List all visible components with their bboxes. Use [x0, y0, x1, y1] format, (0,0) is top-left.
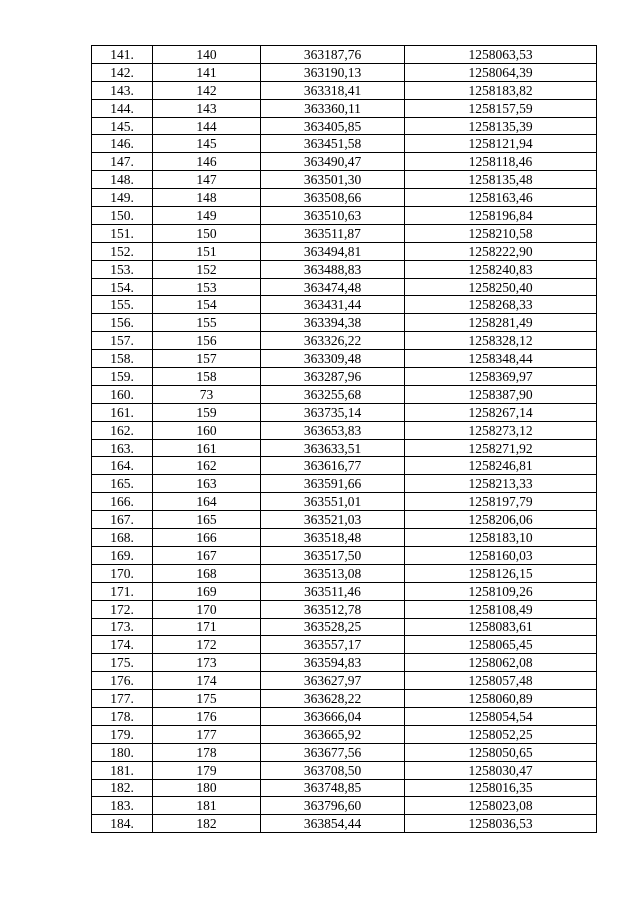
y-coordinate-cell: 1258108,49	[405, 600, 597, 618]
row-number-cell: 184.	[92, 815, 153, 833]
coordinates-table-body	[92, 46, 597, 833]
row-number-cell: 181.	[92, 761, 153, 779]
row-number-cell: 168.	[92, 529, 153, 547]
y-coordinate-cell: 1258240,83	[405, 260, 597, 278]
point-number-cell: 172	[153, 636, 261, 654]
point-number-cell: 174	[153, 672, 261, 690]
table-row	[92, 421, 597, 439]
row-number-cell: 153.	[92, 260, 153, 278]
y-coordinate-cell: 1258387,90	[405, 385, 597, 403]
row-number-cell: 155.	[92, 296, 153, 314]
row-number-cell: 152.	[92, 242, 153, 260]
y-coordinate-cell: 1258183,82	[405, 81, 597, 99]
x-coordinate-cell: 363708,50	[261, 761, 405, 779]
row-number-cell: 162.	[92, 421, 153, 439]
table-row	[92, 797, 597, 815]
y-coordinate-cell: 1258348,44	[405, 350, 597, 368]
table-row	[92, 707, 597, 725]
point-number-cell: 180	[153, 779, 261, 797]
x-coordinate-cell: 363513,08	[261, 564, 405, 582]
y-coordinate-cell: 1258183,10	[405, 529, 597, 547]
row-number-cell: 176.	[92, 672, 153, 690]
point-number-cell: 179	[153, 761, 261, 779]
y-coordinate-cell: 1258060,89	[405, 690, 597, 708]
table-row	[92, 224, 597, 242]
row-number-cell: 147.	[92, 153, 153, 171]
table-row	[92, 582, 597, 600]
point-number-cell: 178	[153, 743, 261, 761]
y-coordinate-cell: 1258016,35	[405, 779, 597, 797]
y-coordinate-cell: 1258197,79	[405, 493, 597, 511]
y-coordinate-cell: 1258196,84	[405, 207, 597, 225]
x-coordinate-cell: 363451,58	[261, 135, 405, 153]
y-coordinate-cell: 1258163,46	[405, 189, 597, 207]
x-coordinate-cell: 363488,83	[261, 260, 405, 278]
y-coordinate-cell: 1258050,65	[405, 743, 597, 761]
point-number-cell: 160	[153, 421, 261, 439]
table-row	[92, 636, 597, 654]
point-number-cell: 162	[153, 457, 261, 475]
x-coordinate-cell: 363854,44	[261, 815, 405, 833]
x-coordinate-cell: 363653,83	[261, 421, 405, 439]
row-number-cell: 180.	[92, 743, 153, 761]
y-coordinate-cell: 1258267,14	[405, 403, 597, 421]
x-coordinate-cell: 363326,22	[261, 332, 405, 350]
x-coordinate-cell: 363255,68	[261, 385, 405, 403]
x-coordinate-cell: 363517,50	[261, 546, 405, 564]
table-row	[92, 332, 597, 350]
x-coordinate-cell: 363431,44	[261, 296, 405, 314]
row-number-cell: 156.	[92, 314, 153, 332]
y-coordinate-cell: 1258206,06	[405, 511, 597, 529]
point-number-cell: 170	[153, 600, 261, 618]
x-coordinate-cell: 363474,48	[261, 278, 405, 296]
row-number-cell: 173.	[92, 618, 153, 636]
y-coordinate-cell: 1258083,61	[405, 618, 597, 636]
y-coordinate-cell: 1258273,12	[405, 421, 597, 439]
point-number-cell: 144	[153, 117, 261, 135]
x-coordinate-cell: 363735,14	[261, 403, 405, 421]
point-number-cell: 173	[153, 654, 261, 672]
y-coordinate-cell: 1258118,46	[405, 153, 597, 171]
x-coordinate-cell: 363501,30	[261, 171, 405, 189]
x-coordinate-cell: 363627,97	[261, 672, 405, 690]
table-row	[92, 153, 597, 171]
x-coordinate-cell: 363394,38	[261, 314, 405, 332]
table-row	[92, 99, 597, 117]
row-number-cell: 163.	[92, 439, 153, 457]
row-number-cell: 167.	[92, 511, 153, 529]
row-number-cell: 170.	[92, 564, 153, 582]
row-number-cell: 154.	[92, 278, 153, 296]
y-coordinate-cell: 1258328,12	[405, 332, 597, 350]
point-number-cell: 171	[153, 618, 261, 636]
point-number-cell: 157	[153, 350, 261, 368]
y-coordinate-cell: 1258065,45	[405, 636, 597, 654]
x-coordinate-cell: 363665,92	[261, 725, 405, 743]
table-row	[92, 46, 597, 64]
point-number-cell: 168	[153, 564, 261, 582]
table-row	[92, 564, 597, 582]
row-number-cell: 148.	[92, 171, 153, 189]
table-row	[92, 171, 597, 189]
y-coordinate-cell: 1258160,03	[405, 546, 597, 564]
point-number-cell: 159	[153, 403, 261, 421]
x-coordinate-cell: 363616,77	[261, 457, 405, 475]
x-coordinate-cell: 363318,41	[261, 81, 405, 99]
table-row	[92, 672, 597, 690]
table-row	[92, 618, 597, 636]
x-coordinate-cell: 363512,78	[261, 600, 405, 618]
row-number-cell: 171.	[92, 582, 153, 600]
x-coordinate-cell: 363360,11	[261, 99, 405, 117]
x-coordinate-cell: 363594,83	[261, 654, 405, 672]
table-row	[92, 457, 597, 475]
y-coordinate-cell: 1258222,90	[405, 242, 597, 260]
y-coordinate-cell: 1258063,53	[405, 46, 597, 64]
table-row	[92, 475, 597, 493]
table-row	[92, 207, 597, 225]
point-number-cell: 154	[153, 296, 261, 314]
table-row	[92, 815, 597, 833]
x-coordinate-cell: 363508,66	[261, 189, 405, 207]
row-number-cell: 149.	[92, 189, 153, 207]
table-row	[92, 81, 597, 99]
row-number-cell: 150.	[92, 207, 153, 225]
row-number-cell: 145.	[92, 117, 153, 135]
row-number-cell: 144.	[92, 99, 153, 117]
point-number-cell: 155	[153, 314, 261, 332]
table-row	[92, 439, 597, 457]
point-number-cell: 143	[153, 99, 261, 117]
row-number-cell: 177.	[92, 690, 153, 708]
row-number-cell: 183.	[92, 797, 153, 815]
point-number-cell: 156	[153, 332, 261, 350]
table-row	[92, 403, 597, 421]
row-number-cell: 158.	[92, 350, 153, 368]
row-number-cell: 174.	[92, 636, 153, 654]
row-number-cell: 151.	[92, 224, 153, 242]
y-coordinate-cell: 1258062,08	[405, 654, 597, 672]
point-number-cell: 161	[153, 439, 261, 457]
coordinates-table	[91, 45, 597, 833]
table-row	[92, 600, 597, 618]
x-coordinate-cell: 363633,51	[261, 439, 405, 457]
row-number-cell: 182.	[92, 779, 153, 797]
point-number-cell: 181	[153, 797, 261, 815]
point-number-cell: 165	[153, 511, 261, 529]
y-coordinate-cell: 1258052,25	[405, 725, 597, 743]
row-number-cell: 160.	[92, 385, 153, 403]
point-number-cell: 140	[153, 46, 261, 64]
table-row	[92, 385, 597, 403]
x-coordinate-cell: 363666,04	[261, 707, 405, 725]
y-coordinate-cell: 1258109,26	[405, 582, 597, 600]
x-coordinate-cell: 363591,66	[261, 475, 405, 493]
y-coordinate-cell: 1258135,39	[405, 117, 597, 135]
point-number-cell: 152	[153, 260, 261, 278]
table-row	[92, 314, 597, 332]
point-number-cell: 166	[153, 529, 261, 547]
table-row	[92, 260, 597, 278]
y-coordinate-cell: 1258057,48	[405, 672, 597, 690]
table-row	[92, 761, 597, 779]
point-number-cell: 141	[153, 63, 261, 81]
x-coordinate-cell: 363557,17	[261, 636, 405, 654]
point-number-cell: 146	[153, 153, 261, 171]
y-coordinate-cell: 1258250,40	[405, 278, 597, 296]
point-number-cell: 175	[153, 690, 261, 708]
row-number-cell: 165.	[92, 475, 153, 493]
table-row	[92, 117, 597, 135]
table-row	[92, 242, 597, 260]
row-number-cell: 166.	[92, 493, 153, 511]
y-coordinate-cell: 1258121,94	[405, 135, 597, 153]
y-coordinate-cell: 1258054,54	[405, 707, 597, 725]
x-coordinate-cell: 363628,22	[261, 690, 405, 708]
table-row	[92, 511, 597, 529]
point-number-cell: 182	[153, 815, 261, 833]
x-coordinate-cell: 363309,48	[261, 350, 405, 368]
x-coordinate-cell: 363796,60	[261, 797, 405, 815]
x-coordinate-cell: 363677,56	[261, 743, 405, 761]
row-number-cell: 178.	[92, 707, 153, 725]
y-coordinate-cell: 1258271,92	[405, 439, 597, 457]
x-coordinate-cell: 363551,01	[261, 493, 405, 511]
x-coordinate-cell: 363490,47	[261, 153, 405, 171]
table-row	[92, 350, 597, 368]
y-coordinate-cell: 1258030,47	[405, 761, 597, 779]
x-coordinate-cell: 363405,85	[261, 117, 405, 135]
row-number-cell: 175.	[92, 654, 153, 672]
table-row	[92, 654, 597, 672]
table-row	[92, 725, 597, 743]
table-row	[92, 779, 597, 797]
table-row	[92, 546, 597, 564]
point-number-cell: 151	[153, 242, 261, 260]
table-row	[92, 296, 597, 314]
row-number-cell: 169.	[92, 546, 153, 564]
x-coordinate-cell: 363494,81	[261, 242, 405, 260]
y-coordinate-cell: 1258210,58	[405, 224, 597, 242]
table-row	[92, 690, 597, 708]
x-coordinate-cell: 363748,85	[261, 779, 405, 797]
point-number-cell: 73	[153, 385, 261, 403]
y-coordinate-cell: 1258126,15	[405, 564, 597, 582]
point-number-cell: 164	[153, 493, 261, 511]
point-number-cell: 148	[153, 189, 261, 207]
row-number-cell: 141.	[92, 46, 153, 64]
row-number-cell: 159.	[92, 368, 153, 386]
row-number-cell: 146.	[92, 135, 153, 153]
point-number-cell: 158	[153, 368, 261, 386]
point-number-cell: 142	[153, 81, 261, 99]
y-coordinate-cell: 1258157,59	[405, 99, 597, 117]
row-number-cell: 161.	[92, 403, 153, 421]
table-row	[92, 135, 597, 153]
x-coordinate-cell: 363511,46	[261, 582, 405, 600]
x-coordinate-cell: 363190,13	[261, 63, 405, 81]
row-number-cell: 164.	[92, 457, 153, 475]
y-coordinate-cell: 1258268,33	[405, 296, 597, 314]
point-number-cell: 176	[153, 707, 261, 725]
table-row	[92, 189, 597, 207]
x-coordinate-cell: 363521,03	[261, 511, 405, 529]
point-number-cell: 147	[153, 171, 261, 189]
y-coordinate-cell: 1258036,53	[405, 815, 597, 833]
y-coordinate-cell: 1258246,81	[405, 457, 597, 475]
table-row	[92, 278, 597, 296]
x-coordinate-cell: 363187,76	[261, 46, 405, 64]
table-row	[92, 368, 597, 386]
point-number-cell: 177	[153, 725, 261, 743]
y-coordinate-cell: 1258213,33	[405, 475, 597, 493]
y-coordinate-cell: 1258135,48	[405, 171, 597, 189]
x-coordinate-cell: 363510,63	[261, 207, 405, 225]
point-number-cell: 167	[153, 546, 261, 564]
point-number-cell: 149	[153, 207, 261, 225]
row-number-cell: 179.	[92, 725, 153, 743]
y-coordinate-cell: 1258023,08	[405, 797, 597, 815]
point-number-cell: 169	[153, 582, 261, 600]
x-coordinate-cell: 363287,96	[261, 368, 405, 386]
x-coordinate-cell: 363511,87	[261, 224, 405, 242]
point-number-cell: 150	[153, 224, 261, 242]
row-number-cell: 143.	[92, 81, 153, 99]
point-number-cell: 145	[153, 135, 261, 153]
row-number-cell: 172.	[92, 600, 153, 618]
x-coordinate-cell: 363528,25	[261, 618, 405, 636]
row-number-cell: 157.	[92, 332, 153, 350]
point-number-cell: 153	[153, 278, 261, 296]
x-coordinate-cell: 363518,48	[261, 529, 405, 547]
point-number-cell: 163	[153, 475, 261, 493]
y-coordinate-cell: 1258281,49	[405, 314, 597, 332]
row-number-cell: 142.	[92, 63, 153, 81]
y-coordinate-cell: 1258369,97	[405, 368, 597, 386]
table-row	[92, 529, 597, 547]
table-row	[92, 743, 597, 761]
table-row	[92, 63, 597, 81]
table-row	[92, 493, 597, 511]
y-coordinate-cell: 1258064,39	[405, 63, 597, 81]
